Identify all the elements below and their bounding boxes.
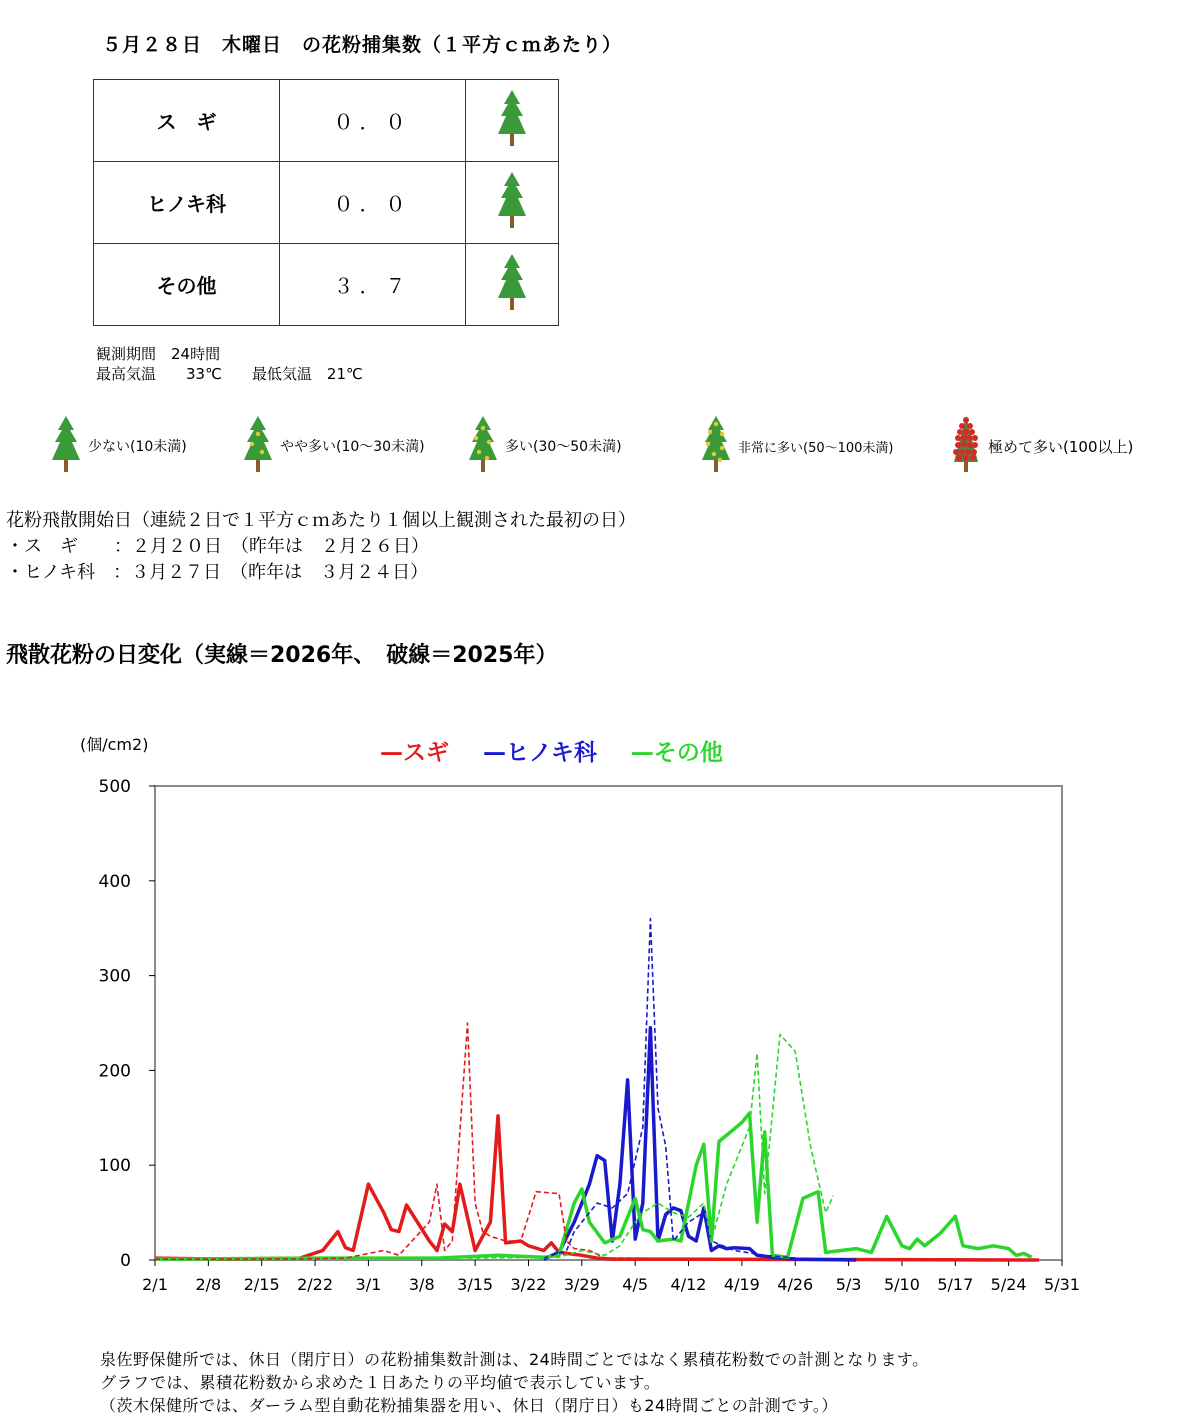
level-legend-many [467, 416, 622, 476]
start-date-sugi: ・ス ギ ：２月２０日 （昨年は ２月２６日） [6, 536, 429, 557]
x-tick-label: 4/26 [777, 1275, 814, 1294]
level-label: やや多い(10～30未満) [280, 439, 425, 455]
footnote [100, 1348, 929, 1417]
page-title: ５月２８日 木曜日 の花粉捕集数（１平方ｃｍあたり） [102, 34, 623, 56]
x-tick-label: 5/17 [937, 1275, 974, 1294]
table-row [94, 162, 559, 244]
pollen-count-hinoki: ０．０ [280, 162, 466, 244]
table-row [94, 80, 559, 162]
y-axis-unit-label: (個/cm2) [80, 735, 149, 754]
x-tick-label: 2/8 [195, 1275, 222, 1294]
tree-icon-somewhat [242, 414, 274, 478]
x-tick-label: 3/15 [457, 1275, 494, 1294]
x-tick-label: 2/15 [243, 1275, 280, 1294]
tree-icon-many [467, 414, 499, 478]
tree-icon-few [50, 414, 82, 478]
pollen-type-hinoki: ヒノキ科 [94, 162, 280, 244]
x-tick-label: 4/19 [723, 1275, 760, 1294]
pollen-count-table [93, 79, 559, 326]
y-tick-label: 300 [98, 966, 131, 987]
x-tick-label: 2/1 [142, 1275, 168, 1294]
x-tick-label: 4/5 [622, 1275, 649, 1294]
footnote-line: グラフでは、累積花粉数から求めた１日あたりの平均値で表示しています。 [100, 1373, 661, 1392]
tree-icon [496, 88, 528, 153]
level-legend-somewhat [242, 416, 425, 476]
tree-icon [496, 252, 528, 317]
level-label: 少ない(10未満) [88, 439, 187, 455]
pollen-type-sugi: ス ギ [94, 80, 280, 162]
pollen-count-sugi: ０．０ [280, 80, 466, 162]
x-tick-label: 2/22 [297, 1275, 334, 1294]
legend-item-other: —その他 [630, 740, 723, 766]
x-tick-label: 5/3 [835, 1275, 862, 1294]
x-tick-label: 3/8 [408, 1275, 435, 1294]
series-line-2026-0 [155, 1116, 1039, 1260]
x-tick-label: 5/10 [883, 1275, 920, 1294]
y-tick-label: 500 [98, 777, 131, 797]
start-dates-heading: 花粉飛散開始日（連続２日で１平方ｃｍあたり１個以上観測された最初の日） [6, 510, 636, 531]
x-tick-label: 3/1 [355, 1275, 382, 1294]
level-label: 多い(30～50未満) [505, 439, 622, 455]
chart-heading: 飛散花粉の日変化（実線＝2026年、 破線＝2025年） [6, 643, 558, 668]
legend-item-sugi: —スギ [380, 740, 449, 766]
observation-temperatures: 最高気温 33℃ 最低気温 21℃ [96, 365, 363, 383]
x-tick-label: 3/22 [510, 1275, 547, 1294]
level-legend-extreme [950, 416, 1133, 476]
table-row [94, 244, 559, 326]
y-tick-label: 0 [120, 1251, 131, 1271]
x-tick-label: 4/12 [670, 1275, 707, 1294]
legend-item-hinoki: —ヒノキ科 [483, 740, 597, 766]
pollen-type-other: その他 [94, 244, 280, 326]
y-tick-label: 100 [98, 1156, 131, 1177]
footnote-line: （茨木保健所では、ダーラム型自動花粉捕集器を用い、休日（閉庁日）も24時間ごとの計測です。） [100, 1396, 838, 1415]
tree-icon-very-many [700, 414, 732, 478]
start-date-hinoki: ・ヒノキ科 ：３月２７日 （昨年は ３月２４日） [6, 562, 429, 583]
level-label: 非常に多い(50～100未満) [738, 440, 894, 456]
pollen-count-other: ３．７ [280, 244, 466, 326]
level-legend-very-many [700, 416, 894, 476]
level-legend-few [50, 416, 187, 476]
level-label: 極めて多い(100以上) [988, 437, 1134, 456]
x-tick-label: 5/24 [990, 1275, 1027, 1294]
x-tick-label: 3/29 [563, 1275, 600, 1294]
pollen-start-dates [6, 508, 636, 586]
pollen-line-chart [0, 760, 1200, 1320]
x-tick-label: 5/31 [1044, 1275, 1080, 1294]
tree-icon-extreme [950, 414, 982, 478]
observation-period: 観測期間 24時間 [96, 345, 221, 363]
y-tick-label: 400 [98, 871, 131, 892]
y-tick-label: 200 [98, 1061, 131, 1082]
footnote-line: 泉佐野保健所では、休日（閉庁日）の花粉捕集数計測は、24時間ごとではなく累積花粉数での計測となります。 [100, 1350, 929, 1369]
tree-icon [496, 170, 528, 235]
series-line-2026-2 [155, 1113, 1032, 1259]
observation-info [96, 344, 363, 384]
